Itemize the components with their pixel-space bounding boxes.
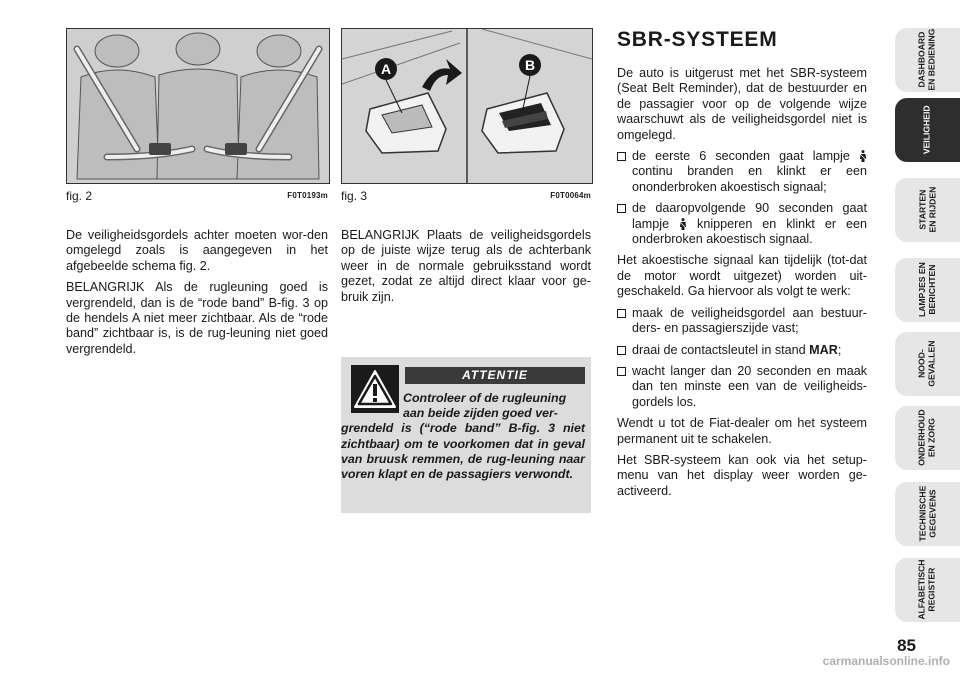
- paragraph: De auto is uitgerust met het SBR-systeem (Seat Belt Reminder), dat de bestuurder en de passagier voor op de volgende wijze waarschuwt als de veiligheidsgordel niet is omgelegd.: [617, 66, 867, 142]
- tab-starten[interactable]: STARTEN EN RIJDEN: [895, 178, 960, 242]
- warning-title: ATTENTIE: [405, 367, 585, 384]
- paragraph: Het akoestische signaal kan tijdelijk (tot-dat de motor wordt uitgezet) worden uit-geschakeld. Ga hiervoor als volgt te werk:: [617, 253, 867, 299]
- figure-caption: [341, 189, 591, 203]
- tab-technische[interactable]: TECHNISCHE GEGEVENS: [895, 482, 960, 546]
- warning-line: grendeld is (“rode band” B-fig. 3 niet zichtbaar) om te voorkomen dat in geval van bruusk remmen, de rug-leuning naar voren klapt en de passagiers verwondt.: [341, 421, 585, 482]
- rear-seats-illustration: [67, 29, 329, 183]
- seatbelt-warning-icon: [859, 150, 867, 162]
- warning-text: [341, 391, 585, 482]
- figure-seat-levers: [341, 28, 593, 184]
- section-heading: SBR-SYSTEEM: [617, 28, 778, 51]
- paragraph: De veiligheidsgordels achter moeten wor-den omgelegd zoals is aangegeven in het afgebeelde schema fig. 2.: [66, 228, 328, 273]
- checkbox-bullet-icon: [617, 204, 626, 213]
- checkbox-bullet-icon: [617, 346, 626, 355]
- list-item: de daaropvolgende 90 seconden gaat lampje knipperen en klinkt er een onderbroken akoestisch signaal.: [617, 201, 867, 247]
- checkbox-bullet-icon: [617, 152, 626, 161]
- watermark: carmanualsonline.info: [822, 654, 950, 668]
- tab-onderhoud[interactable]: ONDERHOUD EN ZORG: [895, 406, 960, 470]
- checkbox-bullet-icon: [617, 309, 626, 318]
- tab-lampjes[interactable]: LAMPJES EN BERICHTEN: [895, 258, 960, 322]
- list-item: draai de contactsleutel in stand MAR;: [617, 343, 867, 358]
- label-a: A: [380, 61, 392, 77]
- figure-code: F0T0064m: [550, 191, 591, 200]
- paragraph: Het SBR-systeem kan ook via het setup-menu van het display weer worden ge-activeerd.: [617, 452, 867, 498]
- text-column-2: [341, 228, 591, 311]
- warning-line: Controleer of de rugleuning: [403, 391, 567, 405]
- figure-number: fig. 3: [341, 189, 368, 203]
- list-item: maak de veiligheidsgordel aan bestuur-ders- en passagierszijde vast;: [617, 306, 867, 337]
- figure-caption: [66, 189, 328, 203]
- seatbelt-warning-icon: [679, 218, 687, 230]
- figure-code: F0T0193m: [287, 191, 328, 200]
- text-column-3: [617, 66, 867, 505]
- warning-box: [341, 357, 591, 513]
- figure-rear-seats: [66, 28, 330, 184]
- page-number: 85: [897, 636, 916, 655]
- warning-line: aan beide zijden goed ver-: [403, 406, 558, 421]
- list-item: de eerste 6 seconden gaat lampje continu branden en klinkt er een ononderbroken akoestisch signaal;: [617, 149, 867, 195]
- figure-number: fig. 2: [66, 189, 93, 203]
- tab-noodgevallen[interactable]: NOOD- GEVALLEN: [895, 332, 960, 396]
- tab-register[interactable]: ALFABETISCH REGISTER: [895, 558, 960, 622]
- checkbox-bullet-icon: [617, 367, 626, 376]
- tab-veiligheid[interactable]: VEILIGHEID: [895, 98, 960, 162]
- list-item: wacht langer dan 20 seconden en maak dan ten minste een van de veiligheids-gordels los.: [617, 364, 867, 410]
- seat-levers-illustration: [342, 29, 592, 183]
- paragraph: BELANGRIJK Plaats de veiligheidsgordels op de juiste wijze terug als de achterbank weer in de normale gebruiksstand wordt gezet, zodat ze altijd direct klaar voor ge-bruik zijn.: [341, 228, 591, 304]
- tab-dashboard[interactable]: DASHBOARD EN BEDIENING: [895, 28, 960, 92]
- label-b: B: [524, 57, 536, 73]
- paragraph: Wendt u tot de Fiat-dealer om het systeem permanent uit te schakelen.: [617, 416, 867, 446]
- text-column-1: [66, 228, 328, 363]
- paragraph: BELANGRIJK Als de rugleuning goed is vergrendeld, dan is de “rode band” B-fig. 3 op de hendels A niet meer zichtbaar. Als de “rode band” zichtbaar is, is de rug-leuning niet goed vergrendeld.: [66, 280, 328, 356]
